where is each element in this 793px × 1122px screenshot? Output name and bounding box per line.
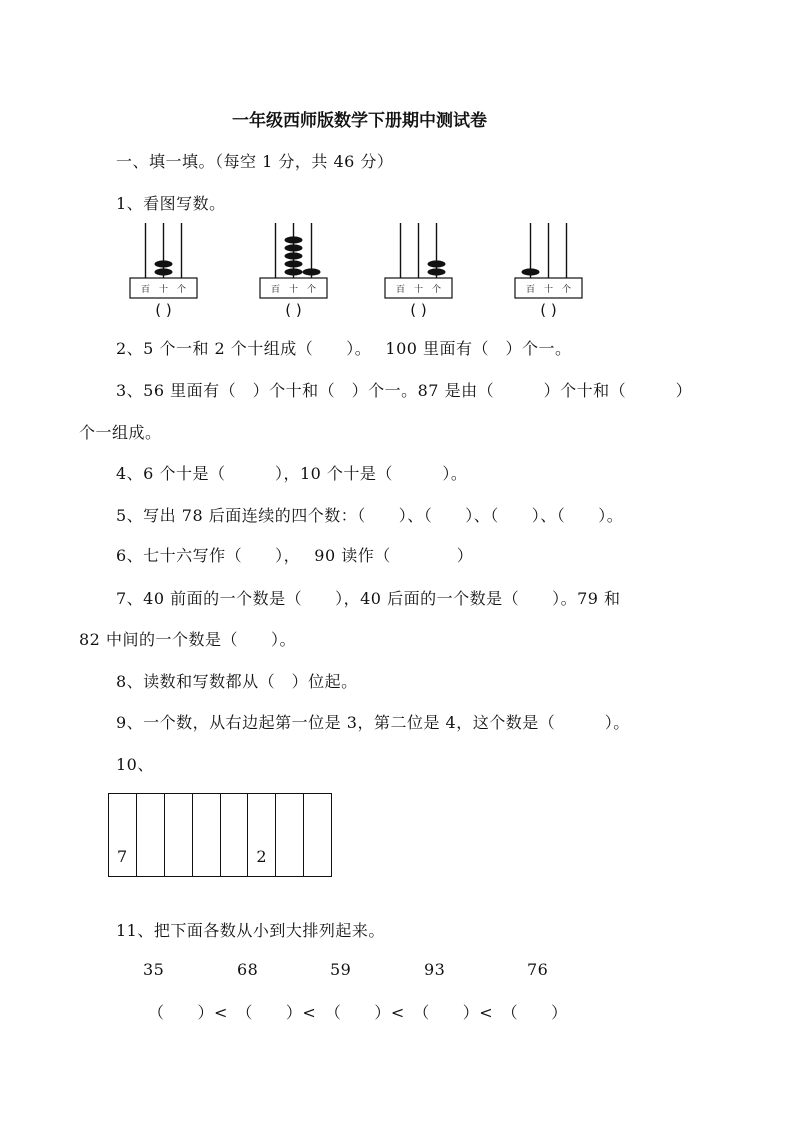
abacus-bead <box>155 268 173 275</box>
abacus-bead <box>285 268 303 275</box>
question-3-line2: 个一组成。 <box>79 423 162 442</box>
number-68: 68 <box>237 960 259 979</box>
abacus-place-label: 十 <box>543 285 554 295</box>
grid-cell <box>137 794 165 876</box>
abacus-bead <box>285 236 303 243</box>
number-35: 35 <box>143 960 165 979</box>
grid-cell <box>221 794 249 876</box>
number-76: 76 <box>527 960 549 979</box>
abacus-place-label: 十 <box>288 285 299 295</box>
abacus <box>130 223 197 319</box>
abacus-place-label: 个 <box>176 285 187 295</box>
question-11: 11、把下面各数从小到大排列起来。 <box>116 921 385 940</box>
abacus-place-label: 百 <box>395 285 406 295</box>
abacus-figures <box>0 215 793 325</box>
abacus-answer-blank: ( ) <box>285 301 302 319</box>
question-7-line2: 82 中间的一个数是（ ）。 <box>79 630 296 649</box>
question-3-line1: 3、56 里面有（ ）个十和（ ）个一。87 是由（ ）个十和（ ） <box>116 381 693 400</box>
abacus-answer-blank: ( ) <box>155 301 172 319</box>
grid-cell <box>304 794 331 876</box>
grid-cell <box>165 794 193 876</box>
abacus-bead <box>155 260 173 267</box>
abacus-bead <box>285 260 303 267</box>
question-4: 4、6 个十是（ ），10 个十是（ ）。 <box>116 464 468 483</box>
question-6: 6、七十六写作（ ）， 90 读作（ ） <box>116 546 474 565</box>
abacus-place-label: 十 <box>158 285 169 295</box>
abacus <box>515 223 582 319</box>
abacus <box>260 223 327 319</box>
question-2: 2、5 个一和 2 个十组成（ ）。 100 里面有（ ）个一。 <box>116 339 572 358</box>
abacus-place-label: 百 <box>140 285 151 295</box>
question-5: 5、写出 78 后面连续的四个数：（ ）、（ ）、（ ）、（ ）。 <box>116 506 624 525</box>
abacus-place-label: 个 <box>306 285 317 295</box>
grid-cell: 2 <box>248 794 276 876</box>
section-heading: 一、填一填。（每空 1 分，共 46 分） <box>116 152 394 171</box>
abacus-place-label: 百 <box>525 285 536 295</box>
question-7-line1: 7、40 前面的一个数是（ ），40 后面的一个数是（ ）。79 和 <box>116 589 621 608</box>
grid-cell <box>193 794 221 876</box>
abacus <box>385 223 452 319</box>
abacus-bead <box>428 268 446 275</box>
page-title: 一年级西师版数学下册期中测试卷 <box>232 111 487 131</box>
number-grid <box>108 793 332 877</box>
question-8: 8、读数和写数都从（ ）位起。 <box>116 672 358 691</box>
number-59: 59 <box>330 960 352 979</box>
question-1: 1、看图写数。 <box>116 194 226 213</box>
abacus-bead <box>522 268 540 275</box>
abacus-bead <box>285 244 303 251</box>
number-93: 93 <box>424 960 446 979</box>
grid-cell <box>276 794 304 876</box>
grid-cell: 7 <box>109 794 137 876</box>
abacus-place-label: 十 <box>413 285 424 295</box>
abacus-bead <box>303 268 321 275</box>
abacus-answer-blank: ( ) <box>540 301 557 319</box>
abacus-place-label: 个 <box>561 285 572 295</box>
ordering-answer-line: （ ）< （ ）< （ ）< （ ）< （ ） <box>148 1003 568 1022</box>
question-10: 10、 <box>116 755 154 774</box>
abacus-bead <box>285 252 303 259</box>
question-9: 9、一个数，从右边起第一位是 3，第二位是 4，这个数是（ ）。 <box>116 713 630 732</box>
abacus-place-label: 百 <box>270 285 281 295</box>
abacus-place-label: 个 <box>431 285 442 295</box>
abacus-bead <box>428 260 446 267</box>
abacus-answer-blank: ( ) <box>410 301 427 319</box>
